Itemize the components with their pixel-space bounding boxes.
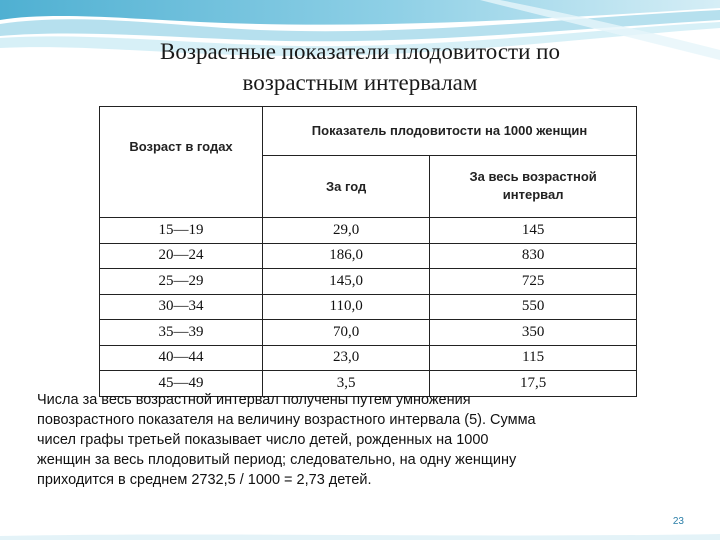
header-fertility-group: Показатель плодовитости на 1000 женщин (262, 107, 636, 156)
age-cell: 15—19 (100, 218, 263, 244)
footer-wave-decoration (0, 528, 720, 540)
per-year-cell: 110,0 (262, 294, 429, 320)
per-year-cell: 186,0 (262, 243, 429, 269)
page-number: 23 (672, 516, 684, 527)
table-row (100, 294, 637, 320)
note-line-2: повозрастного показателя на величину возрастного интервала (5). Сумма (37, 412, 536, 428)
age-cell: 25—29 (100, 269, 263, 295)
age-cell: 40—44 (100, 345, 263, 371)
explanation-text (37, 390, 677, 490)
per-interval-cell: 145 (430, 218, 637, 244)
table-row (100, 243, 637, 269)
per-interval-cell: 830 (430, 243, 637, 269)
slide-title (60, 36, 660, 98)
title-line-1: Возрастные показатели плодовитости по (160, 39, 560, 64)
per-year-cell: 3,5 (262, 371, 429, 397)
age-cell: 20—24 (100, 243, 263, 269)
per-year-cell: 23,0 (262, 345, 429, 371)
table-row (100, 218, 637, 244)
table-row (100, 269, 637, 295)
age-cell: 45—49 (100, 371, 263, 397)
per-year-cell: 145,0 (262, 269, 429, 295)
header-per-interval: За весь возрастной интервал (430, 155, 637, 217)
table-row (100, 345, 637, 371)
per-year-cell: 29,0 (262, 218, 429, 244)
note-line-4: женщин за весь плодовитый период; следовательно, на одну женщину (37, 452, 517, 468)
fertility-table (99, 106, 637, 397)
per-year-cell: 70,0 (262, 320, 429, 346)
age-cell: 35—39 (100, 320, 263, 346)
per-interval-cell: 115 (430, 345, 637, 371)
note-line-3: чисел графы третьей показывает число детей, рожденных на 1000 (37, 432, 489, 448)
title-line-2: возрастным интервалам (242, 70, 478, 95)
per-interval-cell: 350 (430, 320, 637, 346)
table-row (100, 320, 637, 346)
header-per-year: За год (262, 155, 429, 217)
per-interval-cell: 17,5 (430, 371, 637, 397)
table-header-row (100, 107, 637, 156)
per-interval-cell: 550 (430, 294, 637, 320)
note-line-1: Числа за весь возрастной интервал получены путем умножения (37, 392, 471, 408)
header-age: Возраст в годах (100, 107, 263, 218)
age-cell: 30—34 (100, 294, 263, 320)
note-line-5: приходится в среднем 2732,5 / 1000 = 2,73 детей. (37, 472, 372, 488)
per-interval-cell: 725 (430, 269, 637, 295)
